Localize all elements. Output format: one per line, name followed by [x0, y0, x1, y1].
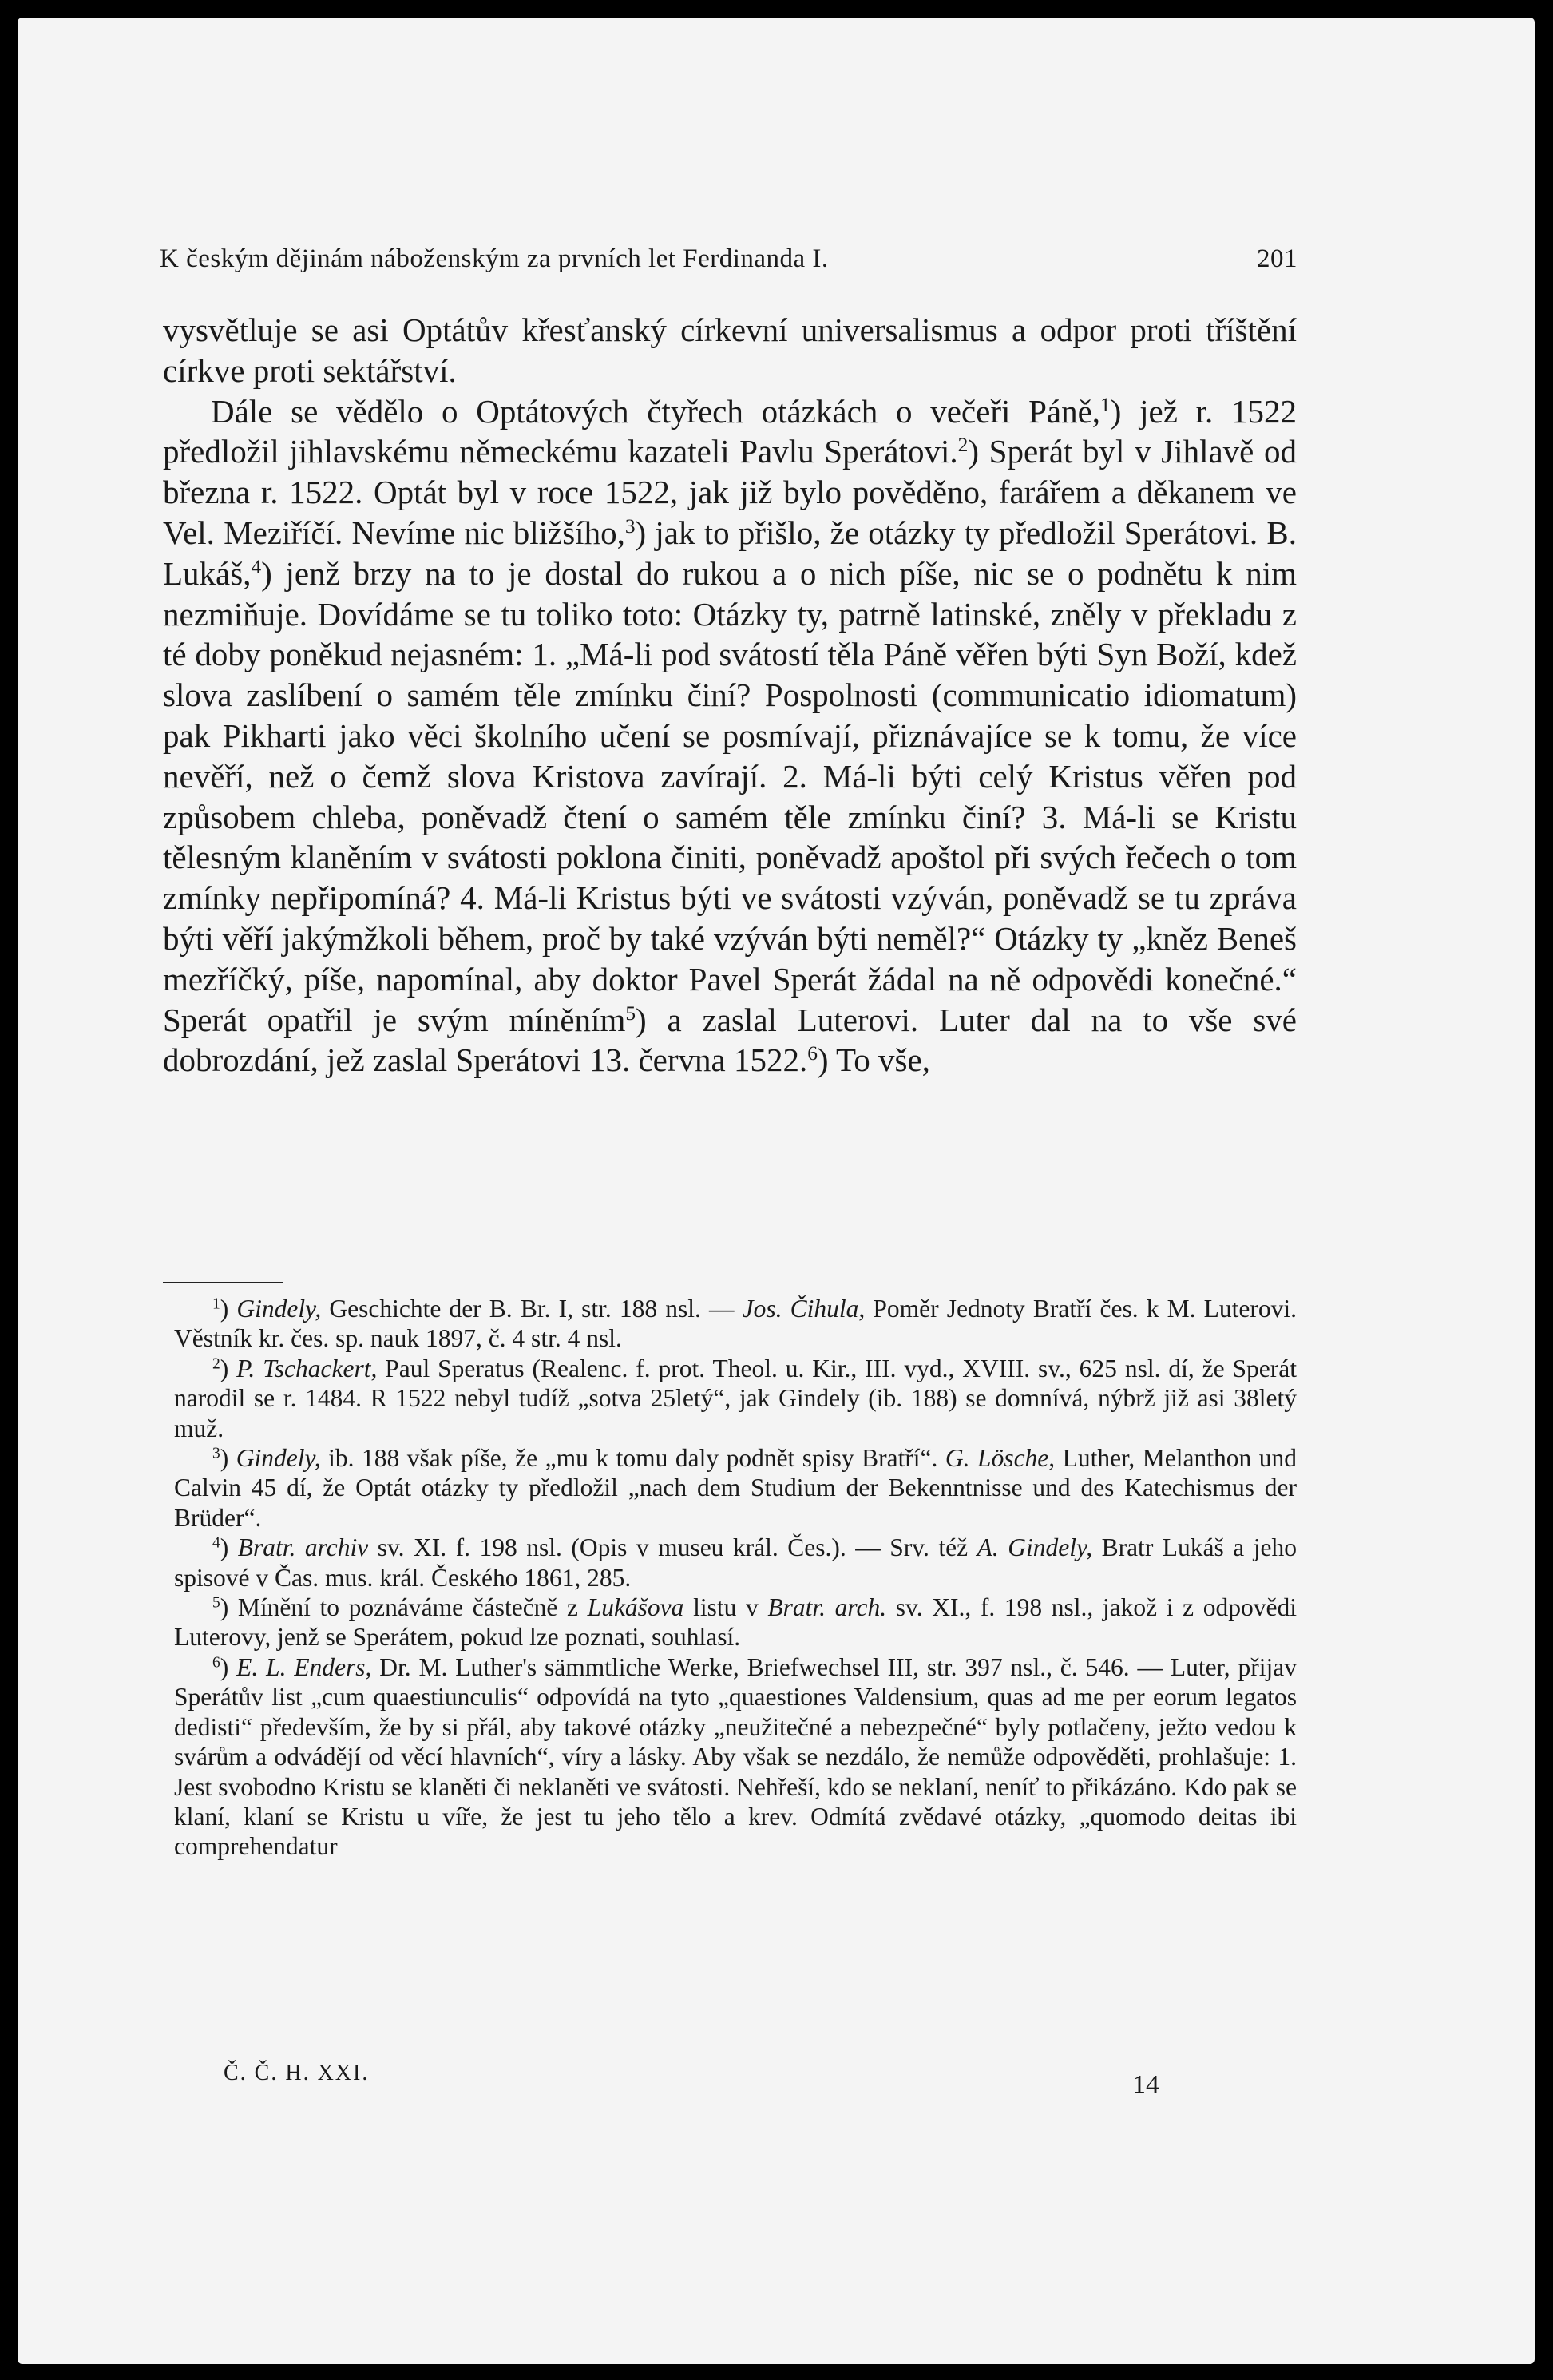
page-number: 201 [1257, 244, 1297, 273]
running-title: K českým dějinám náboženským za prvních let Ferdinanda I. [160, 244, 829, 273]
footnote-5: $^5$) Mínění to poznáváme částečně z Lukášova listu v Bratr. arch. sv. XI., f. 198 nsl., jakož i z odpovědi Luterovy, jenž se Sperátem, pokud lze poznati, souhlasí. [174, 1593, 1297, 1652]
body-text [163, 310, 1297, 1081]
footnote-ref-4: 4 [251, 555, 262, 578]
paragraph-continuation: vysvětluje se asi Optátův křesťanský církevní universalismus a odpor proti tříštění církve proti sektářství. [163, 311, 1297, 389]
footnote-rule [163, 1282, 283, 1283]
footnote-6: $^6$) E. L. Enders, Dr. M. Luther's sämmtliche Werke, Briefwechsel III, str. 397 nsl., č. 546. — Luter, přijav Sperátův list „cum quaestiunculis“ odpovídá na tyto „quaestiones Valdensium, quas ad me per eorum legatos dedisti“ především, že by si přál, aby takové otázky „neužitečné a nebezpečné“ byly potlačeny, ježto vedou k svárům a odvádějí od věcí hlavních“, víry a lásky. Aby však se nezdálo, že nemůže odpověděti, prohlašuje: 1. Jest svobodno Kristu se klaněti či neklaněti ve svátosti. Nehřeší, kdo se neklaní, neníť to přikázáno. Kdo pak se klaní, klaní se Kristu u víře, že jest tu jeho tělo a krev. Odmítá zvědavé otázky, „quomodo deitas ibi comprehendatur [174, 1652, 1297, 1861]
footnotes [174, 1294, 1297, 1862]
footnote-ref-5: 5 [625, 1002, 636, 1025]
footnote-ref-3: 3 [624, 515, 636, 538]
footnote-2: $^2$) P. Tschackert, Paul Speratus (Realenc. f. prot. Theol. u. Kir., III. vyd., XVIII. sv., 625 nsl. dí, že Sperát narodil se r. 1484. R 1522 nebyl tudíž „sotva 25letý“, jak Gindely (ib. 188) se domnívá, nýbrž již asi 38letý muž. [174, 1354, 1297, 1442]
footnote-ref-1: 1 [1100, 393, 1111, 416]
footnote-3: $^3$) Gindely, ib. 188 však píše, že „mu k tomu daly podnět spisy Bratří“. G. Lösche, Luther, Melanthon und Calvin 45 dí, že Optát otázky ty předložil „nach dem Studium der Bekenntnisse und des Katechismus der Brüder“. [174, 1444, 1297, 1532]
sheet-number: 14 [1132, 2070, 1159, 2100]
paragraph-main: Dále se vědělo o Optátových čtyřech otázkách o večeři Páně,$^1$) jež r. 1522 předložil jihlavskému německému kazateli Pavlu Sperátovi.$^2$) Sperát byl v Jihlavě od března r. 1522. Optát byl v roce 1522, jak již bylo pověděno, farářem a děkanem ve Vel. Meziříčí. Nevíme nic bližšího,$^3$) jak to přišlo, že otázky ty předložil Sperátovi. B. Lukáš,$^4$) jenž brzy na to je dostal do rukou a o nich píše, nic se o podnětu k nim nezmiňuje. Dovídáme se tu toliko toto: Otázky ty, patrně latinské, zněly v překladu z té doby poněkud nejasném: 1. „Má-li pod svátostí těla Páně věřen býti Syn Boží, kdež slova zaslíbení o samém těle zmínku činí? Pospolnosti (communicatio idiomatum) pak Pikharti jako věci školního učení se posmívají, přiznávajíce se k tomu, že více nevěří, než o čemž slova Kristova zavírají. 2. Má-li býti celý Kristus věřen pod způsobem chleba, poněvadž čtení o samém těle zmínku činí? 3. Má-li se Kristu tělesným klaněním v svátosti poklona činiti, poněvadž apoštol při svých řečech o tom zmínky nepřipomíná? 4. Má-li Kristus býti ve svátosti vzýván, poněvadž se tu zpráva býti věří jakýmžkoli během, proč by také vzýván býti neměl?“ Otázky ty „kněz Beneš mezříčký, píše, napomínal, aby doktor Pavel Sperát žádal na ně odpovědi konečné.“ Sperát opatřil je svým míněním$^5$) a zaslal Luterovi. Luter dal na to vše své dobrozdání, jež zaslal Sperátovi 13. června 1522.$^6$) To vše, [163, 392, 1297, 1079]
footnote-ref-2: 2 [957, 434, 969, 457]
footnote-ref-6: 6 [807, 1042, 818, 1065]
printer-signature: Č. Č. H. XXI. [224, 2061, 370, 2085]
running-head [160, 244, 1297, 274]
footnote-1: $^1$) Gindely, Geschichte der B. Br. I, str. 188 nsl. — Jos. Čihula, Poměr Jednoty Bratří čes. k M. Luterovi. Věstník kr. čes. sp. nauk 1897, č. 4 str. 4 nsl. [174, 1295, 1297, 1353]
footnote-4: $^4$) Bratr. archiv sv. XI. f. 198 nsl. (Opis v museu král. Čes.). — Srv. též A. Gindely, Bratr Lukáš a jeho spisové v Čas. mus. král. Českého 1861, 285. [174, 1533, 1297, 1592]
